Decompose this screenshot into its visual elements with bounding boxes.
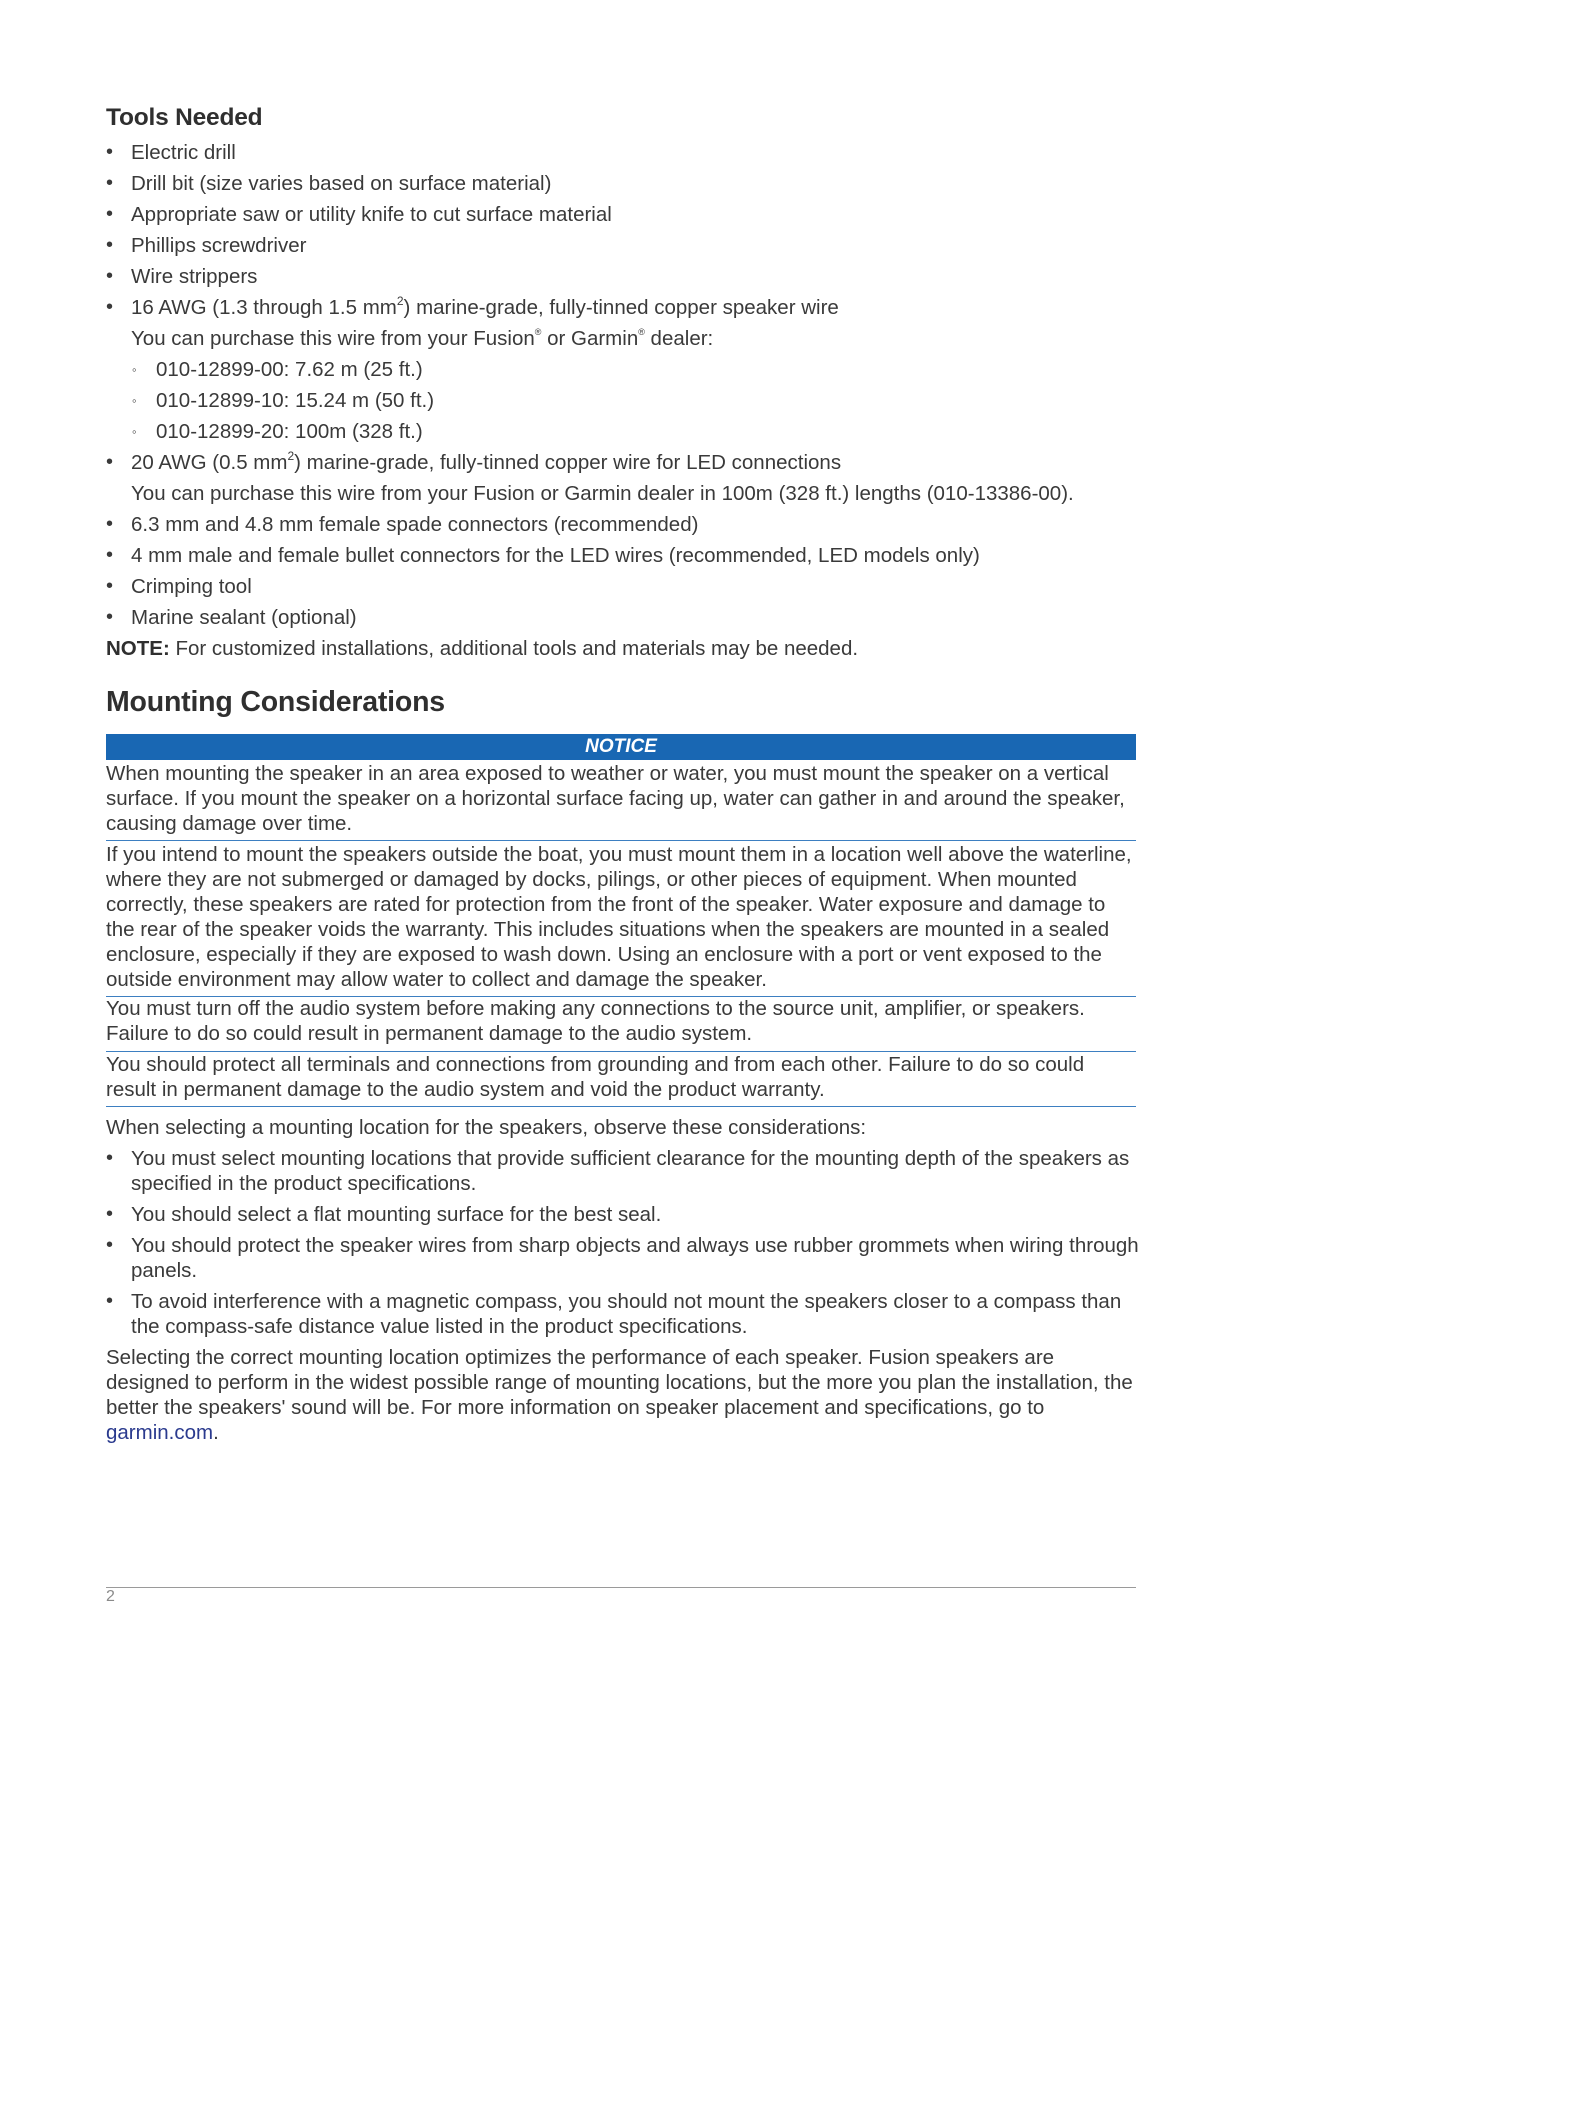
list-item-text: Phillips screwdriver xyxy=(131,234,307,257)
bullet: • xyxy=(106,1203,114,1225)
sub-bullet: ◦ xyxy=(132,362,137,377)
bullet: • xyxy=(106,265,114,287)
sub-list-item: 010-12899-20: 100m (328 ft.) xyxy=(156,420,423,443)
list-item-text: Wire strippers xyxy=(131,265,258,288)
notice-divider xyxy=(106,840,1136,841)
list-item-text: You must select mounting locations that provide sufficient clearance for the mounting depth of the speakers as specified in the product specifications. xyxy=(131,1147,1130,1195)
bullet: • xyxy=(106,1147,114,1169)
bullet: • xyxy=(106,575,114,597)
sub-bullet: ◦ xyxy=(132,424,137,439)
bullet: • xyxy=(106,513,114,535)
notice-banner: NOTICE xyxy=(106,734,1136,760)
bullet: • xyxy=(106,141,114,163)
list-item-text: 6.3 mm and 4.8 mm female spade connectors (recommended) xyxy=(131,513,699,536)
bullet: • xyxy=(106,172,114,194)
sub-bullet: ◦ xyxy=(132,393,137,408)
notice-paragraph: You should protect all terminals and connections from grounding and from each other. Failure to do so could result in permanent damage to the audio system and void the product warranty. xyxy=(106,1053,1085,1101)
closing-paragraph: Selecting the correct mounting location optimizes the performance of each speaker. Fusion speakers are designed to perform in the widest possible range of mounting locations, but the more you plan the installation, the better the speakers' sound will be. For more information on speaker placement and specifications, go to garmin.com. xyxy=(106,1346,1133,1444)
list-item-text: 20 AWG (0.5 $mm^2$) marine-grade, fully-tinned copper wire for LED connections xyxy=(131,449,842,474)
sub-list-item: 010-12899-10: 15.24 m (50 ft.) xyxy=(156,389,435,412)
list-item-text: Crimping tool xyxy=(131,575,252,598)
list-item-text: To avoid interference with a magnetic compass, you should not mount the speakers closer to a compass than the compass-safe distance value listed in the product specifications. xyxy=(131,1290,1122,1338)
considerations-intro: When selecting a mounting location for the speakers, observe these considerations: xyxy=(106,1116,867,1139)
sub-list-item: 010-12899-00: 7.62 m (25 ft.) xyxy=(156,358,423,381)
bullet: • xyxy=(106,544,114,566)
list-item-text: Marine sealant (optional) xyxy=(131,606,357,629)
list-item-text: 4 mm male and female bullet connectors for the LED wires (recommended, LED models only) xyxy=(131,544,980,567)
bullet: • xyxy=(106,296,114,318)
purchase-note: You can purchase this wire from your Fusion® or Garmin® dealer: xyxy=(131,327,714,350)
notice-divider xyxy=(106,1106,1136,1107)
notice-paragraph: You must turn off the audio system before making any connections to the source unit, amplifier, or speakers. Failure to do so could result in permanent damage to the audio system. xyxy=(106,997,1085,1045)
notice-paragraph: If you intend to mount the speakers outside the boat, you must mount them in a location well above the waterline, where they are not submerged or damaged by docks, pilings, or other pieces of equipment. When mounted correctly, these speakers are rated for protection from the front of the speaker. Water exposure and damage to the rear of the speaker voids the warranty. This includes situations when the speakers are mounted in a sealed enclosure, especially if they are exposed to wash down. Using an enclosure with a port or vent exposed to the outside environment may allow water to collect and damage the speaker. xyxy=(106,843,1132,991)
bullet: • xyxy=(106,1290,114,1312)
purchase-note: You can purchase this wire from your Fusion or Garmin dealer in 100m (328 ft.) lengths (010-13386-00). xyxy=(131,482,1074,505)
list-item-text: 16 AWG (1.3 through 1.5 $mm^2$) marine-grade, fully-tinned copper speaker wire xyxy=(131,294,839,319)
mounting-considerations-heading: Mounting Considerations xyxy=(106,686,445,718)
garmin-link[interactable]: garmin.com xyxy=(106,1421,214,1444)
notice-paragraph: When mounting the speaker in an area exposed to weather or water, you must mount the speaker on a vertical surface. If you mount the speaker on a horizontal surface facing up, water can gather in and around the speaker, causing damage over time. xyxy=(106,762,1125,835)
list-item-text: You should protect the speaker wires from sharp objects and always use rubber grommets when wiring through panels. xyxy=(131,1234,1139,1282)
tools-needed-heading: Tools Needed xyxy=(106,104,263,131)
bullet: • xyxy=(106,1234,114,1256)
list-item-text: Drill bit (size varies based on surface material) xyxy=(131,172,552,195)
bullet: • xyxy=(106,234,114,256)
page-number: 2 xyxy=(106,1588,115,1605)
list-item-text: Appropriate saw or utility knife to cut surface material xyxy=(131,203,612,226)
list-item-text: You should select a flat mounting surface for the best seal. xyxy=(131,1203,662,1226)
bullet: • xyxy=(106,451,114,473)
list-item-text: Electric drill xyxy=(131,141,236,164)
note-paragraph: NOTE: For customized installations, additional tools and materials may be needed. xyxy=(106,637,859,660)
bullet: • xyxy=(106,606,114,628)
bullet: • xyxy=(106,203,114,225)
footer-divider xyxy=(106,1587,1136,1588)
